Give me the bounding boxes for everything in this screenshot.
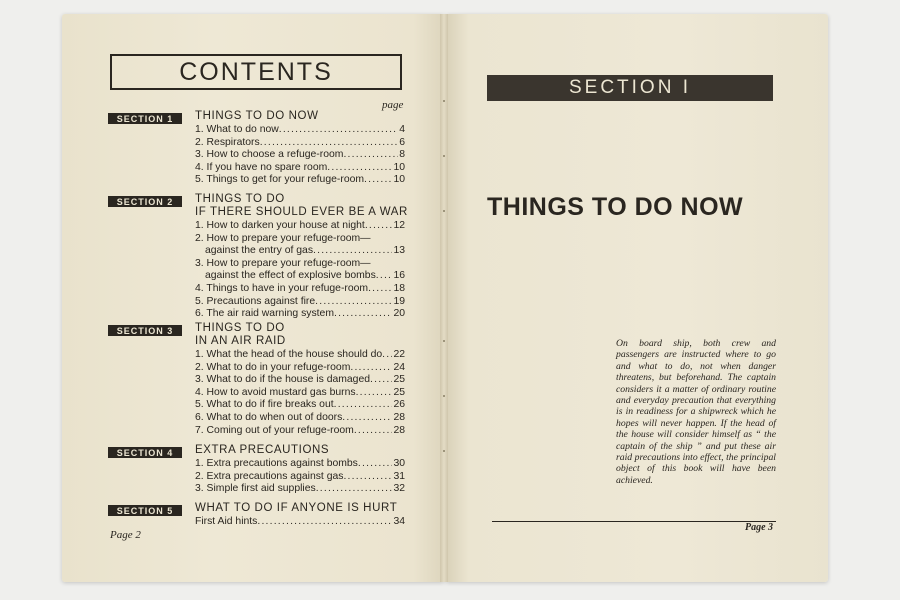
section-title-line: THINGS TO DO xyxy=(195,322,285,334)
toc-page-number: 32 xyxy=(393,483,405,495)
section-title-line: IN AN AIR RAID xyxy=(195,335,286,347)
section-title-line: EXTRA PRECAUTIONS xyxy=(195,444,330,456)
toc-page-number: 16 xyxy=(393,270,405,282)
dot-leader xyxy=(376,270,393,283)
toc-entry xyxy=(195,387,405,400)
page-number-left: Page 2 xyxy=(110,529,141,541)
dot-leader xyxy=(365,220,393,233)
toc-page-number: 18 xyxy=(393,283,405,294)
intro-quote: On board ship, both crew and passengers are instructed where to go and what to do, not when danger threatens, but beforehand. The captain considers it a matter of ordinary routine and everyday precaution that everything is in readiness for a shipwreck which he hopes will never happen. If the head of the house will consider himself as “ the captain of the ship ” and put these air raid precautions into effect, the principal object of this book will have been achieved. xyxy=(616,338,776,486)
section-badge: SECTION 5 xyxy=(108,505,182,516)
toc-entry xyxy=(195,308,405,321)
section-title-line: THINGS TO DO NOW xyxy=(195,110,319,122)
toc-entry xyxy=(195,233,405,258)
dot-leader xyxy=(279,124,398,137)
dot-leader xyxy=(315,296,392,309)
section-title-line: IF THERE SHOULD EVER BE A WAR xyxy=(195,206,408,218)
stitch-mark xyxy=(443,210,445,212)
section-title-line: THINGS TO DO xyxy=(195,193,285,205)
toc-entry-text: 3. What to do if the house is damaged xyxy=(195,374,371,386)
page-number-right: Page 3 xyxy=(745,522,774,533)
toc-page-number: 12 xyxy=(393,220,405,231)
toc-entry xyxy=(195,220,405,233)
dot-leader xyxy=(382,349,392,362)
toc-page-number: 4 xyxy=(399,124,405,135)
toc-page-number: 25 xyxy=(393,374,405,386)
dot-leader xyxy=(343,149,398,162)
toc-entry xyxy=(195,137,405,150)
dot-leader xyxy=(343,471,392,484)
toc-page-number: 8 xyxy=(399,149,405,161)
toc-entry-text: 1. What to do now xyxy=(195,124,279,135)
contents-heading: CONTENTS xyxy=(110,54,402,90)
dot-leader xyxy=(356,387,393,400)
section-title-line: WHAT TO DO IF ANYONE IS HURT xyxy=(195,502,398,514)
stitch-mark xyxy=(443,340,445,342)
toc-page-number: 10 xyxy=(393,174,405,186)
toc-entry-text: 6. The air raid warning system xyxy=(195,308,334,320)
toc-entry-text: 2. Respirators xyxy=(195,136,260,148)
dot-leader xyxy=(257,516,392,529)
toc-entry-text: 7. Coming out of your refuge-room xyxy=(195,424,354,436)
section-badge: SECTION 3 xyxy=(108,325,182,336)
toc-entry xyxy=(195,162,405,175)
dot-leader xyxy=(354,425,393,438)
section-badge: SECTION 4 xyxy=(108,447,182,458)
toc-entry xyxy=(195,412,405,425)
toc-entry xyxy=(195,296,405,309)
dot-leader xyxy=(342,412,392,425)
toc-entry xyxy=(195,458,405,471)
toc-page-number: 28 xyxy=(393,424,405,436)
toc-page-number: 13 xyxy=(393,245,405,257)
toc-entry xyxy=(195,399,405,412)
section-banner: SECTION I xyxy=(487,75,773,101)
toc-page-number: 19 xyxy=(393,295,405,307)
toc-page-number: 20 xyxy=(393,308,405,320)
stitch-mark xyxy=(443,450,445,452)
dot-leader xyxy=(260,137,399,150)
toc-entry-text: 5. Things to get for your refuge-room xyxy=(195,174,365,186)
toc-entry-text: 3. How to prepare your refuge-room— xyxy=(195,257,371,269)
toc-entry-continuation: against the effect of explosive bombs xyxy=(205,270,376,282)
toc-entry xyxy=(195,516,405,529)
toc-entry-continuation: against the entry of gas xyxy=(205,245,314,257)
stitch-mark xyxy=(443,155,445,157)
section-badge: SECTION 2 xyxy=(108,196,182,207)
toc-entry xyxy=(195,374,405,387)
toc-page-number: 25 xyxy=(393,386,405,398)
toc-entry-text: 3. How to choose a refuge-room xyxy=(195,149,344,161)
stitch-mark xyxy=(443,395,445,397)
toc-entry xyxy=(195,283,405,296)
dot-leader xyxy=(350,362,392,375)
dot-leader xyxy=(368,283,392,296)
toc-entry-text: 2. How to prepare your refuge-room— xyxy=(195,232,371,244)
dot-leader xyxy=(334,399,393,412)
toc-entry-text: 1. What the head of the house should do xyxy=(195,349,383,360)
toc-entry xyxy=(195,362,405,375)
toc-entry xyxy=(195,471,405,484)
dot-leader xyxy=(313,245,392,258)
toc-page-number: 24 xyxy=(393,361,405,373)
section-title: THINGS TO DO NOW xyxy=(487,193,744,221)
toc-entry-text: 4. If you have no spare room xyxy=(195,161,328,173)
toc-page-number: 28 xyxy=(393,412,405,423)
toc-entry-text: 5. Precautions against fire xyxy=(195,295,316,307)
dot-leader xyxy=(327,162,392,175)
toc-page-number: 10 xyxy=(393,161,405,173)
toc-page-number: 30 xyxy=(393,458,405,469)
toc-page-number: 31 xyxy=(393,470,405,482)
toc-entry-text: 1. Extra precautions against bombs xyxy=(195,458,358,469)
toc-page-number: 26 xyxy=(393,399,405,411)
stitch-mark xyxy=(443,100,445,102)
page-column-label: page xyxy=(382,99,404,111)
toc-entry xyxy=(195,349,405,362)
toc-entry-text: 2. Extra precautions against gas xyxy=(195,470,344,482)
toc-entry-text: 4. How to avoid mustard gas burns xyxy=(195,386,356,398)
toc-entry xyxy=(195,425,405,438)
dot-leader xyxy=(358,458,393,471)
dot-leader xyxy=(364,174,392,187)
toc-page-number: 6 xyxy=(399,136,405,148)
toc-entry-text: 4. Things to have in your refuge-room xyxy=(195,283,369,294)
toc-entry-text: 3. Simple first aid supplies xyxy=(195,483,316,495)
toc-entry xyxy=(195,149,405,162)
toc-entry-text: 2. What to do in your refuge-room xyxy=(195,361,351,373)
toc-page-number: 22 xyxy=(393,349,405,360)
toc-entry-text: 5. What to do if fire breaks out xyxy=(195,399,334,411)
toc-entry xyxy=(195,124,405,137)
toc-entry-text: 1. How to darken your house at night xyxy=(195,220,365,231)
section-badge: SECTION 1 xyxy=(108,113,182,124)
toc-entry-text: 6. What to do when out of doors xyxy=(195,412,343,423)
toc-entry xyxy=(195,483,405,496)
toc-entry xyxy=(195,174,405,187)
toc-entry-text: First Aid hints xyxy=(195,516,258,527)
toc-entry xyxy=(195,258,405,283)
toc-page-number: 34 xyxy=(393,516,405,527)
dot-leader xyxy=(370,374,392,387)
footer-rule xyxy=(492,521,776,522)
dot-leader xyxy=(316,483,393,496)
dot-leader xyxy=(334,308,392,321)
